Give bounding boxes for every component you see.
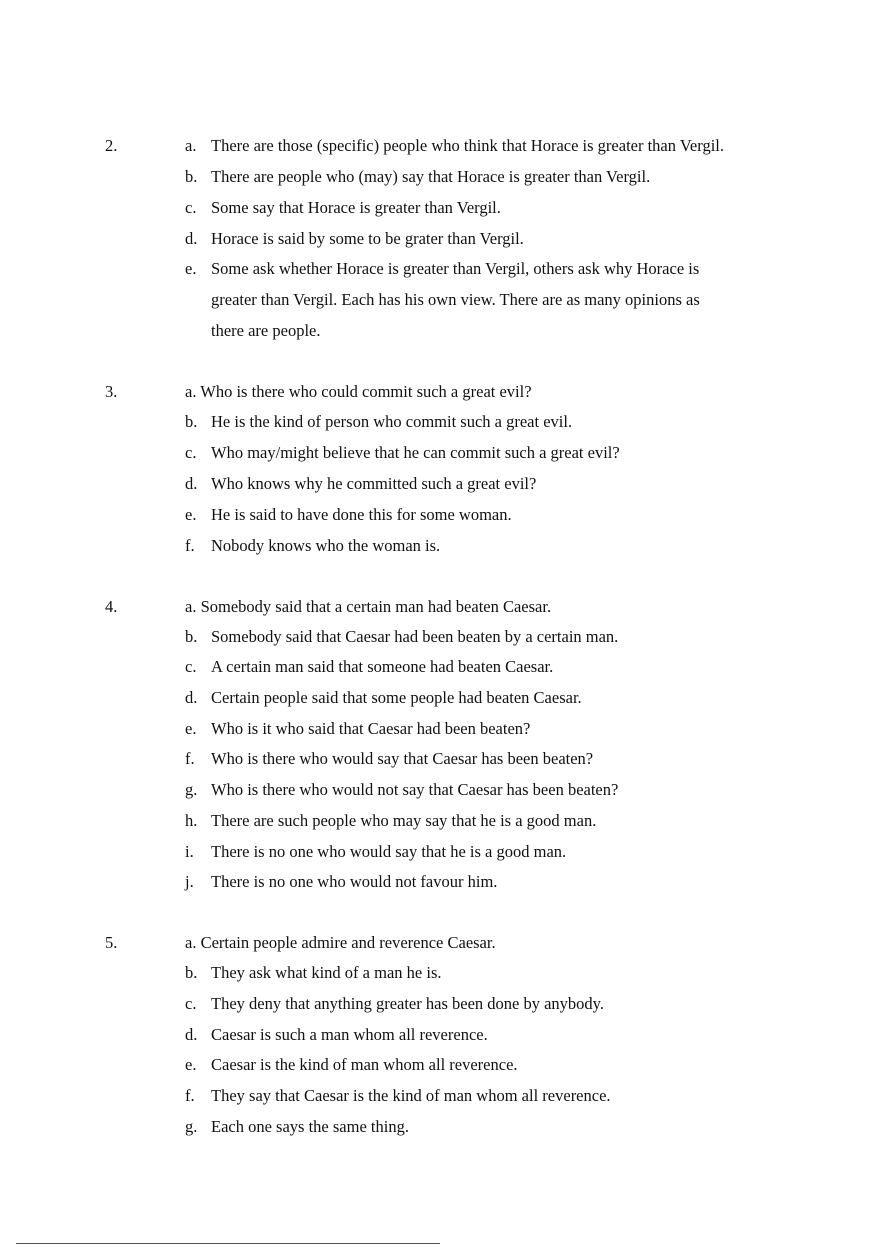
item-letter: b. — [185, 167, 198, 186]
item-letter: f. — [185, 1086, 195, 1105]
exercise-number: 3. — [105, 382, 118, 401]
item-letter: c. — [185, 994, 197, 1013]
item-text: There is no one who would not favour him. — [211, 872, 498, 891]
exercise-number: 5. — [105, 933, 118, 952]
item-letter: d. — [185, 688, 198, 707]
item-text: Nobody knows who the woman is. — [211, 536, 441, 555]
item-letter: e. — [185, 719, 197, 738]
item-text: He is said to have done this for some woman. — [211, 505, 512, 524]
item-letter: i. — [185, 842, 194, 861]
item-text: Who is there who would say that Caesar has been beaten? — [211, 749, 594, 768]
item-text: They say that Caesar is the kind of man whom all reverence. — [211, 1086, 611, 1105]
item-text: Who is there who would not say that Caesar has been beaten? — [211, 780, 619, 799]
item-letter: j. — [185, 872, 194, 891]
item-letter: c. — [185, 198, 197, 217]
item-text: Caesar is such a man whom all reverence. — [211, 1025, 488, 1044]
footnote-separator — [16, 1243, 440, 1244]
item-text: Some say that Horace is greater than Vergil. — [211, 198, 501, 217]
item-text: Who may/might believe that he can commit such a great evil? — [211, 443, 620, 462]
item-text: a. Somebody said that a certain man had beaten Caesar. — [185, 597, 552, 616]
item-text: Some ask whether Horace is greater than Vergil, others ask why Horace is — [211, 259, 700, 278]
exercise-number: 4. — [105, 597, 118, 616]
item-text: A certain man said that someone had beaten Caesar. — [211, 657, 554, 676]
item-text: They ask what kind of a man he is. — [211, 963, 442, 982]
item-letter: f. — [185, 536, 195, 555]
item-text: There are such people who may say that he is a good man. — [211, 811, 597, 830]
item-text-continuation: greater than Vergil. Each has his own view. There are as many opinions as — [211, 290, 700, 309]
item-letter: c. — [185, 443, 197, 462]
item-text-continuation: there are people. — [211, 321, 321, 340]
item-text: Each one says the same thing. — [211, 1117, 409, 1136]
item-letter: g. — [185, 780, 198, 799]
item-letter: a. — [185, 136, 197, 155]
item-text: a. Who is there who could commit such a great evil? — [185, 382, 532, 401]
item-letter: h. — [185, 811, 198, 830]
item-letter: b. — [185, 412, 198, 431]
item-letter: b. — [185, 963, 198, 982]
item-text: He is the kind of person who commit such a great evil. — [211, 412, 573, 431]
item-letter: f. — [185, 749, 195, 768]
item-text: Horace is said by some to be grater than Vergil. — [211, 229, 524, 248]
item-text: Somebody said that Caesar had been beaten by a certain man. — [211, 627, 619, 646]
item-text: There are those (specific) people who think that Horace is greater than Vergil. — [211, 136, 724, 155]
item-letter: b. — [185, 627, 198, 646]
item-letter: e. — [185, 1055, 197, 1074]
item-text: Certain people said that some people had beaten Caesar. — [211, 688, 582, 707]
item-text: There is no one who would say that he is a good man. — [211, 842, 567, 861]
item-letter: d. — [185, 1025, 198, 1044]
item-letter: e. — [185, 505, 197, 524]
item-letter: d. — [185, 229, 198, 248]
item-text: They deny that anything greater has been done by anybody. — [211, 994, 604, 1013]
item-text: Caesar is the kind of man whom all reverence. — [211, 1055, 518, 1074]
item-letter: g. — [185, 1117, 198, 1136]
item-text: There are people who (may) say that Horace is greater than Vergil. — [211, 167, 651, 186]
item-letter: d. — [185, 474, 198, 493]
exercise-number: 2. — [105, 136, 118, 155]
item-text: a. Certain people admire and reverence Caesar. — [185, 933, 496, 952]
item-letter: e. — [185, 259, 197, 278]
item-letter: c. — [185, 657, 197, 676]
item-text: Who knows why he committed such a great evil? — [211, 474, 537, 493]
item-text: Who is it who said that Caesar had been beaten? — [211, 719, 531, 738]
